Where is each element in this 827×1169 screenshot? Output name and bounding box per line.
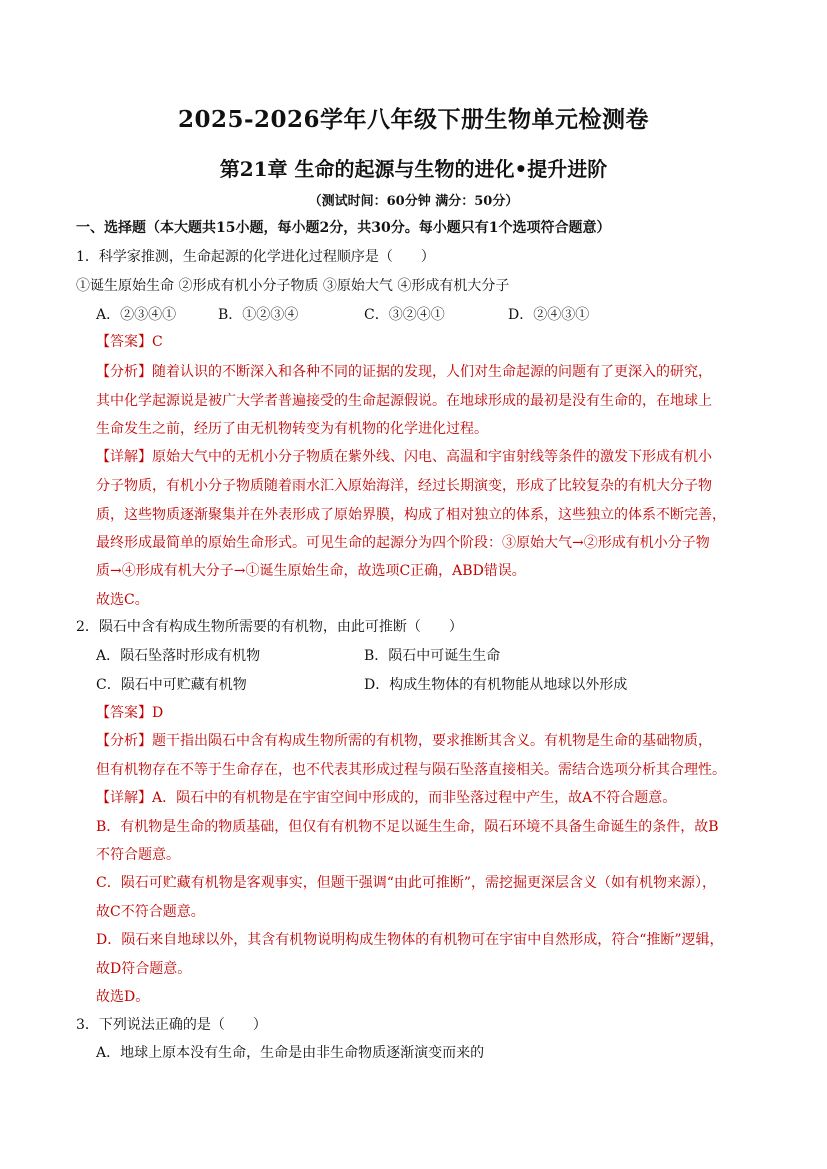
test-info: （测试时间：60分钟 满分：50分） (308, 194, 519, 209)
answer-1: 【答案】C (96, 334, 163, 350)
option-d: D．②④③① (508, 307, 590, 323)
analysis-1-line: 生命发生之前，经历了由无机物转变为有机物的化学进化过程。 (96, 421, 488, 437)
detail-1-line: 分子物质，有机小分子物质随着雨水汇入原始海洋，经过长期演变，形成了比较复杂的有机大分子物 (96, 478, 712, 494)
detail-1-line: 【详解】原始大气中的无机小分子物质在紫外线、闪电、高温和宇宙射线等条件的激发下形成有机小 (96, 449, 712, 465)
option-a: A．②③④① (96, 307, 177, 323)
question-2-stem: 2．陨石中含有构成生物所需要的有机物，由此可推断（ ） (76, 619, 463, 635)
section-heading: 一、选择题（本大题共15小题，每小题2分，共30分。每小题只有1个选项符合题意） (76, 220, 611, 236)
analysis-2-line: 但有机物存在不等于生命存在，也不代表其形成过程与陨石坠落直接相关。需结合选项分析其合理性。 (96, 762, 726, 778)
detail-2-line: 【详解】A．陨石中的有机物是在宇宙空间中形成的，而非坠落过程中产生，故A不符合题意。 (96, 790, 677, 806)
detail-2-line: D．陨石来自地球以外，其含有机物说明构成生物体的有机物可在宇宙中自然形成，符合“推断”逻辑， (96, 932, 724, 948)
option-c: C．③②④① (364, 307, 445, 323)
detail-2-line: 不符合题意。 (96, 847, 180, 863)
detail-1-line: 质→④形成有机大分子→①诞生原始生命，故选项C正确，ABD错误。 (96, 563, 526, 579)
question-1-items: ①诞生原始生命 ②形成有机小分子物质 ③原始大气 ④形成有机大分子 (76, 278, 510, 294)
conclusion-1: 故选C。 (96, 592, 149, 608)
option-b: B．陨石中可诞生生命 (364, 648, 501, 664)
option-d: D．构成生物体的有机物能从地球以外形成 (364, 677, 628, 693)
detail-1-line: 最终形成最简单的原始生命形式。可见生命的起源分为四个阶段：③原始大气→②形成有机小分子物 (96, 535, 710, 551)
page-title: 2025-2026学年八年级下册生物单元检测卷 (177, 106, 650, 133)
chapter-subtitle: 第21章 生命的起源与生物的进化•提升进阶 (219, 157, 608, 181)
analysis-1-line: 其中化学起源说是被广大学者普遍接受的生命起源假说。在地球形成的最初是没有生命的，在地球上 (96, 393, 712, 409)
analysis-2-line: 【分析】题干指出陨石中含有构成生物所需的有机物，要求推断其含义。有机物是生命的基础物质， (96, 733, 712, 749)
detail-2-line: B．有机物是生命的物质基础，但仅有有机物不足以诞生生命，陨石环境不具备生命诞生的条件，故B (96, 819, 719, 835)
detail-2-line: 故C不符合题意。 (96, 904, 205, 920)
option-a: A．陨石坠落时形成有机物 (96, 648, 261, 664)
detail-2-line: 故D符合题意。 (96, 961, 192, 977)
option-b: B．①②③④ (218, 307, 299, 323)
question-3-option-a: A．地球上原本没有生命，生命是由非生命物质逐渐演变而来的 (96, 1045, 485, 1061)
question-1-stem: 1．科学家推测，生命起源的化学进化过程顺序是（ ） (76, 249, 435, 265)
question-3-stem: 3．下列说法正确的是（ ） (76, 1017, 267, 1033)
conclusion-2: 故选D。 (96, 989, 150, 1005)
analysis-1-line: 【分析】随着认识的不断深入和各种不同的证据的发现，人们对生命起源的问题有了更深入的研究， (96, 364, 712, 380)
detail-1-line: 质，这些物质逐渐聚集并在外表形成了原始界膜，构成了相对独立的体系，这些独立的体系不断完善， (96, 507, 726, 523)
detail-2-line: C．陨石可贮藏有机物是客观事实，但题干强调“由此可推断”，需挖掘更深层含义（如有机物来源）， (96, 875, 717, 891)
option-c: C．陨石中可贮藏有机物 (96, 677, 247, 693)
answer-2: 【答案】D (96, 705, 164, 721)
